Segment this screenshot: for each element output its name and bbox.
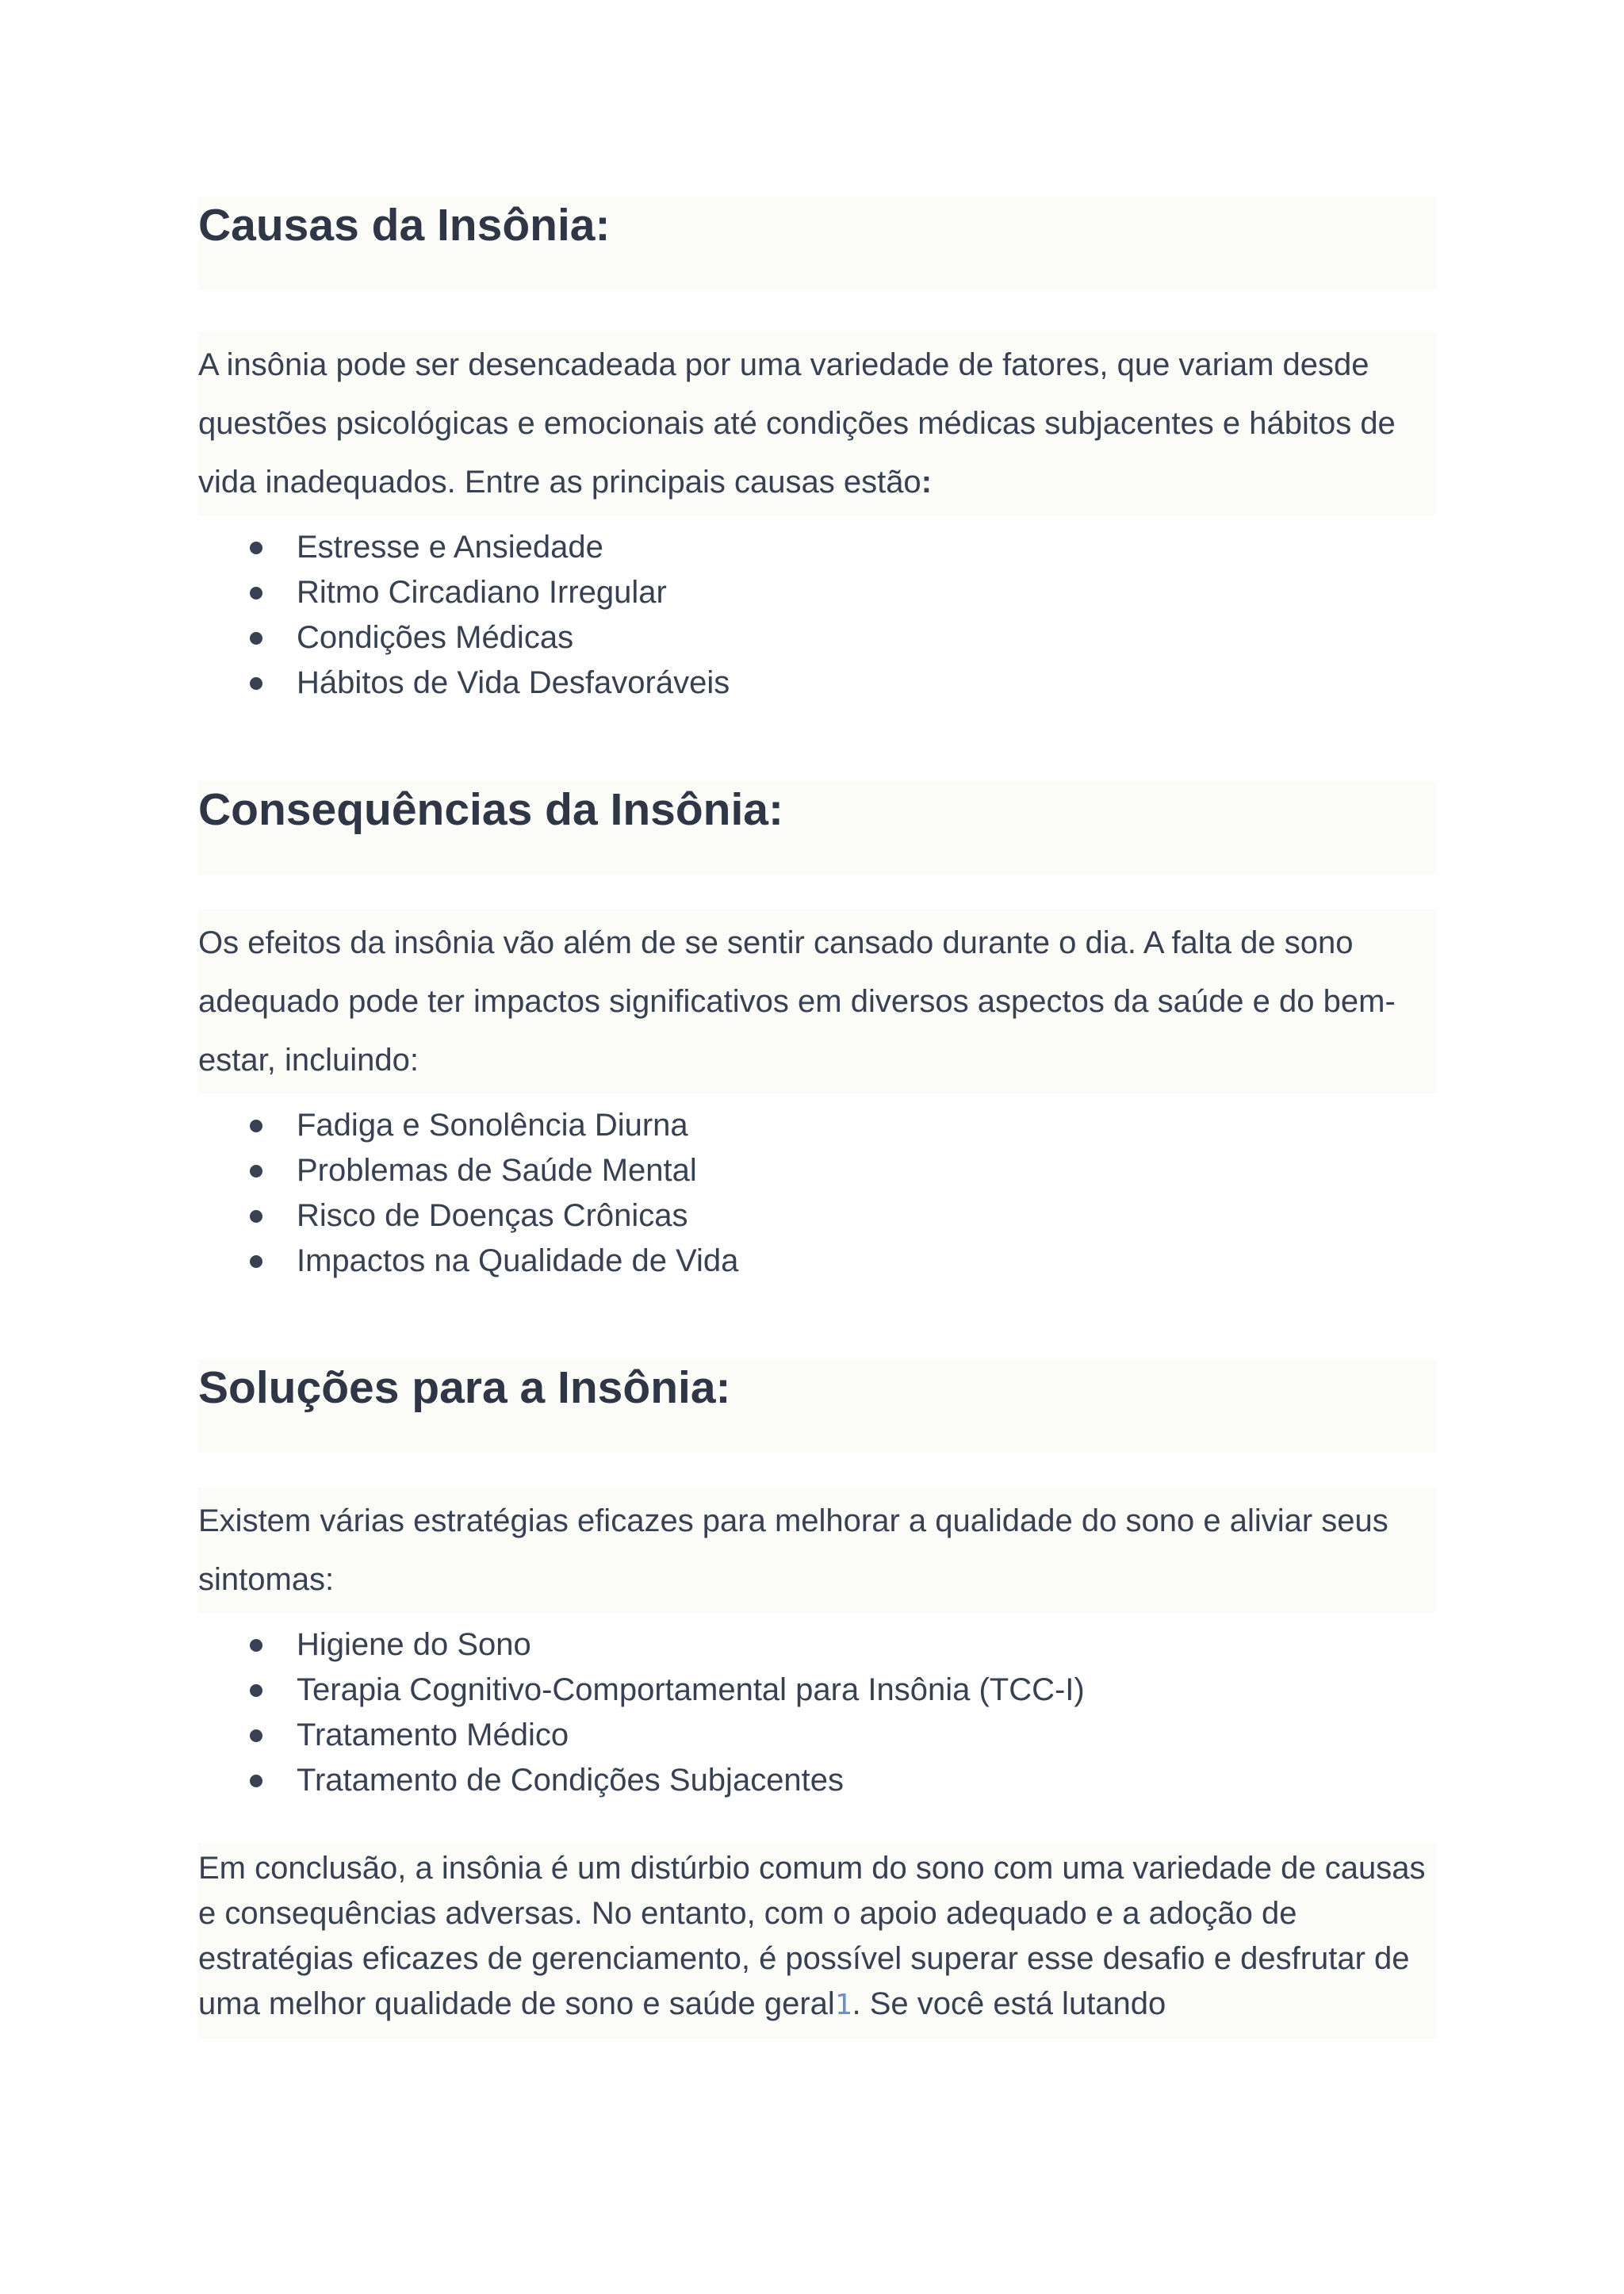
- list-item-text: Terapia Cognitivo-Comportamental para Insônia (TCC-I): [297, 1672, 1085, 1707]
- list-item-text: Tratamento Médico: [297, 1718, 569, 1752]
- bullet-list: [198, 525, 1437, 706]
- document-page: [198, 197, 1437, 2039]
- bullet-icon: [250, 542, 262, 554]
- conclusion-paragraph: [198, 1843, 1437, 2039]
- bullet-icon: [250, 1684, 262, 1697]
- conclusion-text-continued: . Se você está lutando: [852, 1986, 1166, 2021]
- list-item-text: Higiene do Sono: [297, 1627, 531, 1662]
- list-item: [198, 1622, 1437, 1668]
- section-paragraph-suffix: :: [921, 465, 933, 500]
- list-item-text: Hábitos de Vida Desfavoráveis: [297, 665, 730, 700]
- list-item: [198, 1239, 1437, 1284]
- list-item: [198, 570, 1437, 615]
- list-item: [198, 525, 1437, 570]
- conclusion-text: Em conclusão, a insônia é um distúrbio comum do sono com uma variedade de causas e consequências adversas. No entanto, com o apoio adequado e a adoção de estratégias eficazes de gerenciamento, é possível superar esse desafio e desfrutar de uma melhor qualidade de sono e saúde geral: [198, 1851, 1426, 2021]
- bullet-icon: [250, 587, 262, 599]
- section-heading: Soluções para a Insônia:: [198, 1359, 1437, 1453]
- bullet-icon: [250, 1165, 262, 1178]
- list-item: [198, 1193, 1437, 1239]
- bullet-list: [198, 1103, 1437, 1284]
- section-paragraph: [198, 331, 1437, 515]
- list-item: [198, 1148, 1437, 1193]
- list-item: [198, 1668, 1437, 1713]
- list-item: [198, 615, 1437, 661]
- bullet-icon: [250, 1255, 262, 1268]
- footnote-reference[interactable]: 1: [834, 1989, 852, 2021]
- bullet-icon: [250, 1120, 262, 1132]
- list-item: [198, 1103, 1437, 1148]
- list-item-text: Condições Médicas: [297, 620, 574, 655]
- bullet-icon: [250, 1729, 262, 1742]
- list-item-text: Ritmo Circadiano Irregular: [297, 575, 667, 610]
- bullet-icon: [250, 632, 262, 645]
- section-paragraph: [198, 1488, 1437, 1613]
- bullet-icon: [250, 1639, 262, 1652]
- section-paragraph-text: Os efeitos da insônia vão além de se sentir cansado durante o dia. A falta de sono adequado pode ter impactos significativos em diversos aspectos da saúde e do bem-estar, incluindo:: [198, 925, 1396, 1078]
- list-item: [198, 661, 1437, 706]
- list-item-text: Tratamento de Condições Subjacentes: [297, 1763, 845, 1798]
- bullet-list: [198, 1622, 1437, 1803]
- list-item-text: Impactos na Qualidade de Vida: [297, 1243, 739, 1278]
- section-heading: Causas da Insônia:: [198, 197, 1437, 290]
- list-item-text: Estresse e Ansiedade: [297, 530, 603, 565]
- bullet-icon: [250, 677, 262, 690]
- list-item: [198, 1713, 1437, 1758]
- section-heading: Consequências da Insônia:: [198, 781, 1437, 875]
- list-item-text: Risco de Doenças Crônicas: [297, 1198, 688, 1233]
- section-paragraph: [198, 910, 1437, 1093]
- section-paragraph-text: A insônia pode ser desencadeada por uma variedade de fatores, que variam desde questões psicológicas e emocionais até condições médicas subjacentes e hábitos de vida inadequados. Entre as principais causas estão: [198, 347, 1396, 500]
- list-item-text: Fadiga e Sonolência Diurna: [297, 1108, 688, 1143]
- list-item-text: Problemas de Saúde Mental: [297, 1153, 697, 1188]
- section-paragraph-text: Existem várias estratégias eficazes para melhorar a qualidade do sono e aliviar seus sintomas:: [198, 1503, 1388, 1597]
- bullet-icon: [250, 1210, 262, 1223]
- list-item: [198, 1758, 1437, 1803]
- bullet-icon: [250, 1775, 262, 1787]
